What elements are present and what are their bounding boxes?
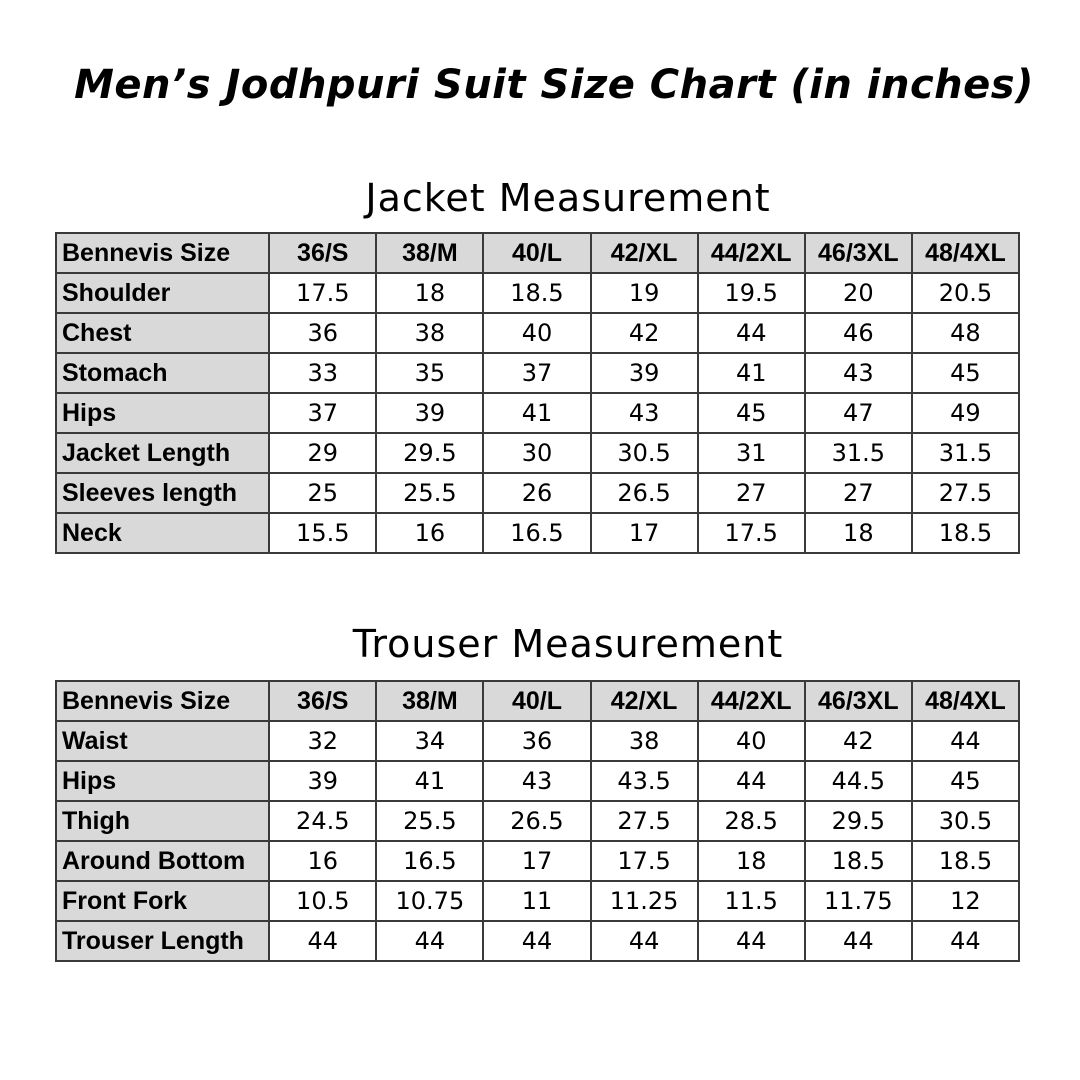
row-label-cell: Around Bottom bbox=[56, 841, 269, 881]
size-header-cell: 48/4XL bbox=[912, 681, 1019, 721]
size-header-cell: 44/2XL bbox=[698, 681, 805, 721]
measurement-cell: 11 bbox=[483, 881, 590, 921]
table-row bbox=[56, 513, 1019, 553]
trouser-table-body bbox=[56, 721, 1019, 961]
table-row bbox=[56, 761, 1019, 801]
measurement-cell: 41 bbox=[483, 393, 590, 433]
measurement-cell: 44 bbox=[269, 921, 376, 961]
measurement-cell: 43.5 bbox=[591, 761, 698, 801]
measurement-cell: 41 bbox=[376, 761, 483, 801]
table-row bbox=[56, 921, 1019, 961]
table-row bbox=[56, 433, 1019, 473]
row-label-cell: Neck bbox=[56, 513, 269, 553]
size-header-cell: 46/3XL bbox=[805, 233, 912, 273]
measurement-cell: 18 bbox=[698, 841, 805, 881]
measurement-cell: 16 bbox=[269, 841, 376, 881]
measurement-cell: 20.5 bbox=[912, 273, 1019, 313]
measurement-cell: 11.25 bbox=[591, 881, 698, 921]
table-row bbox=[56, 473, 1019, 513]
table-row bbox=[56, 273, 1019, 313]
measurement-cell: 35 bbox=[376, 353, 483, 393]
measurement-cell: 43 bbox=[591, 393, 698, 433]
size-header-cell: 42/XL bbox=[591, 233, 698, 273]
measurement-cell: 26.5 bbox=[483, 801, 590, 841]
measurement-cell: 40 bbox=[483, 313, 590, 353]
measurement-cell: 18.5 bbox=[912, 841, 1019, 881]
measurement-cell: 41 bbox=[698, 353, 805, 393]
measurement-cell: 10.75 bbox=[376, 881, 483, 921]
measurement-cell: 44 bbox=[591, 921, 698, 961]
size-header-cell: 40/L bbox=[483, 233, 590, 273]
measurement-cell: 47 bbox=[805, 393, 912, 433]
measurement-cell: 31.5 bbox=[805, 433, 912, 473]
measurement-cell: 31.5 bbox=[912, 433, 1019, 473]
measurement-cell: 36 bbox=[483, 721, 590, 761]
measurement-cell: 44 bbox=[698, 921, 805, 961]
measurement-cell: 32 bbox=[269, 721, 376, 761]
measurement-cell: 39 bbox=[376, 393, 483, 433]
size-header-cell: 38/M bbox=[376, 233, 483, 273]
measurement-cell: 43 bbox=[805, 353, 912, 393]
page-title: Men’s Jodhpuri Suit Size Chart (in inches) bbox=[74, 62, 1034, 108]
measurement-cell: 24.5 bbox=[269, 801, 376, 841]
measurement-cell: 42 bbox=[591, 313, 698, 353]
measurement-cell: 27 bbox=[805, 473, 912, 513]
measurement-cell: 12 bbox=[912, 881, 1019, 921]
trouser-size-table bbox=[55, 680, 1020, 962]
measurement-cell: 17 bbox=[591, 513, 698, 553]
measurement-cell: 10.5 bbox=[269, 881, 376, 921]
row-label-cell: Chest bbox=[56, 313, 269, 353]
jacket-section-title: Jacket Measurement bbox=[365, 176, 771, 220]
table-row bbox=[56, 801, 1019, 841]
size-header-cell: 36/S bbox=[269, 681, 376, 721]
size-header-cell: 46/3XL bbox=[805, 681, 912, 721]
table-row bbox=[56, 313, 1019, 353]
measurement-cell: 37 bbox=[483, 353, 590, 393]
measurement-cell: 16.5 bbox=[483, 513, 590, 553]
table-row bbox=[56, 841, 1019, 881]
size-column-header: Bennevis Size bbox=[56, 681, 269, 721]
measurement-cell: 30 bbox=[483, 433, 590, 473]
measurement-cell: 25 bbox=[269, 473, 376, 513]
measurement-cell: 48 bbox=[912, 313, 1019, 353]
measurement-cell: 44 bbox=[698, 313, 805, 353]
measurement-cell: 27 bbox=[698, 473, 805, 513]
measurement-cell: 36 bbox=[269, 313, 376, 353]
size-header-cell: 38/M bbox=[376, 681, 483, 721]
measurement-cell: 44 bbox=[376, 921, 483, 961]
table-row bbox=[56, 393, 1019, 433]
measurement-cell: 18.5 bbox=[912, 513, 1019, 553]
measurement-cell: 25.5 bbox=[376, 801, 483, 841]
table-row bbox=[56, 353, 1019, 393]
measurement-cell: 18.5 bbox=[805, 841, 912, 881]
row-label-cell: Front Fork bbox=[56, 881, 269, 921]
size-header-cell: 40/L bbox=[483, 681, 590, 721]
measurement-cell: 34 bbox=[376, 721, 483, 761]
measurement-cell: 44 bbox=[483, 921, 590, 961]
measurement-cell: 20 bbox=[805, 273, 912, 313]
measurement-cell: 37 bbox=[269, 393, 376, 433]
measurement-cell: 19 bbox=[591, 273, 698, 313]
measurement-cell: 18 bbox=[805, 513, 912, 553]
measurement-cell: 39 bbox=[269, 761, 376, 801]
measurement-cell: 28.5 bbox=[698, 801, 805, 841]
measurement-cell: 15.5 bbox=[269, 513, 376, 553]
size-header-cell: 44/2XL bbox=[698, 233, 805, 273]
measurement-cell: 30.5 bbox=[912, 801, 1019, 841]
row-label-cell: Waist bbox=[56, 721, 269, 761]
measurement-cell: 31 bbox=[698, 433, 805, 473]
measurement-cell: 11.75 bbox=[805, 881, 912, 921]
measurement-cell: 30.5 bbox=[591, 433, 698, 473]
measurement-cell: 45 bbox=[912, 353, 1019, 393]
measurement-cell: 17 bbox=[483, 841, 590, 881]
measurement-cell: 18 bbox=[376, 273, 483, 313]
measurement-cell: 18.5 bbox=[483, 273, 590, 313]
measurement-cell: 44.5 bbox=[805, 761, 912, 801]
row-label-cell: Trouser Length bbox=[56, 921, 269, 961]
measurement-cell: 26 bbox=[483, 473, 590, 513]
row-label-cell: Stomach bbox=[56, 353, 269, 393]
table-row bbox=[56, 721, 1019, 761]
row-label-cell: Shoulder bbox=[56, 273, 269, 313]
measurement-cell: 11.5 bbox=[698, 881, 805, 921]
measurement-cell: 44 bbox=[912, 721, 1019, 761]
measurement-cell: 17.5 bbox=[591, 841, 698, 881]
jacket-table-body bbox=[56, 273, 1019, 553]
jacket-size-table bbox=[55, 232, 1020, 554]
table-row bbox=[56, 881, 1019, 921]
measurement-cell: 44 bbox=[805, 921, 912, 961]
table-header-row bbox=[56, 233, 1019, 273]
trouser-section-title: Trouser Measurement bbox=[352, 622, 784, 666]
row-label-cell: Jacket Length bbox=[56, 433, 269, 473]
measurement-cell: 29 bbox=[269, 433, 376, 473]
measurement-cell: 44 bbox=[698, 761, 805, 801]
row-label-cell: Hips bbox=[56, 761, 269, 801]
measurement-cell: 16 bbox=[376, 513, 483, 553]
measurement-cell: 33 bbox=[269, 353, 376, 393]
measurement-cell: 38 bbox=[376, 313, 483, 353]
row-label-cell: Thigh bbox=[56, 801, 269, 841]
measurement-cell: 45 bbox=[912, 761, 1019, 801]
size-header-cell: 48/4XL bbox=[912, 233, 1019, 273]
measurement-cell: 17.5 bbox=[269, 273, 376, 313]
measurement-cell: 45 bbox=[698, 393, 805, 433]
size-header-cell: 42/XL bbox=[591, 681, 698, 721]
measurement-cell: 29.5 bbox=[805, 801, 912, 841]
measurement-cell: 42 bbox=[805, 721, 912, 761]
size-column-header: Bennevis Size bbox=[56, 233, 269, 273]
measurement-cell: 40 bbox=[698, 721, 805, 761]
table-header-row bbox=[56, 681, 1019, 721]
measurement-cell: 43 bbox=[483, 761, 590, 801]
measurement-cell: 19.5 bbox=[698, 273, 805, 313]
measurement-cell: 27.5 bbox=[912, 473, 1019, 513]
row-label-cell: Hips bbox=[56, 393, 269, 433]
measurement-cell: 26.5 bbox=[591, 473, 698, 513]
measurement-cell: 16.5 bbox=[376, 841, 483, 881]
measurement-cell: 46 bbox=[805, 313, 912, 353]
measurement-cell: 27.5 bbox=[591, 801, 698, 841]
measurement-cell: 44 bbox=[912, 921, 1019, 961]
measurement-cell: 29.5 bbox=[376, 433, 483, 473]
measurement-cell: 39 bbox=[591, 353, 698, 393]
measurement-cell: 49 bbox=[912, 393, 1019, 433]
row-label-cell: Sleeves length bbox=[56, 473, 269, 513]
measurement-cell: 38 bbox=[591, 721, 698, 761]
measurement-cell: 17.5 bbox=[698, 513, 805, 553]
size-header-cell: 36/S bbox=[269, 233, 376, 273]
measurement-cell: 25.5 bbox=[376, 473, 483, 513]
